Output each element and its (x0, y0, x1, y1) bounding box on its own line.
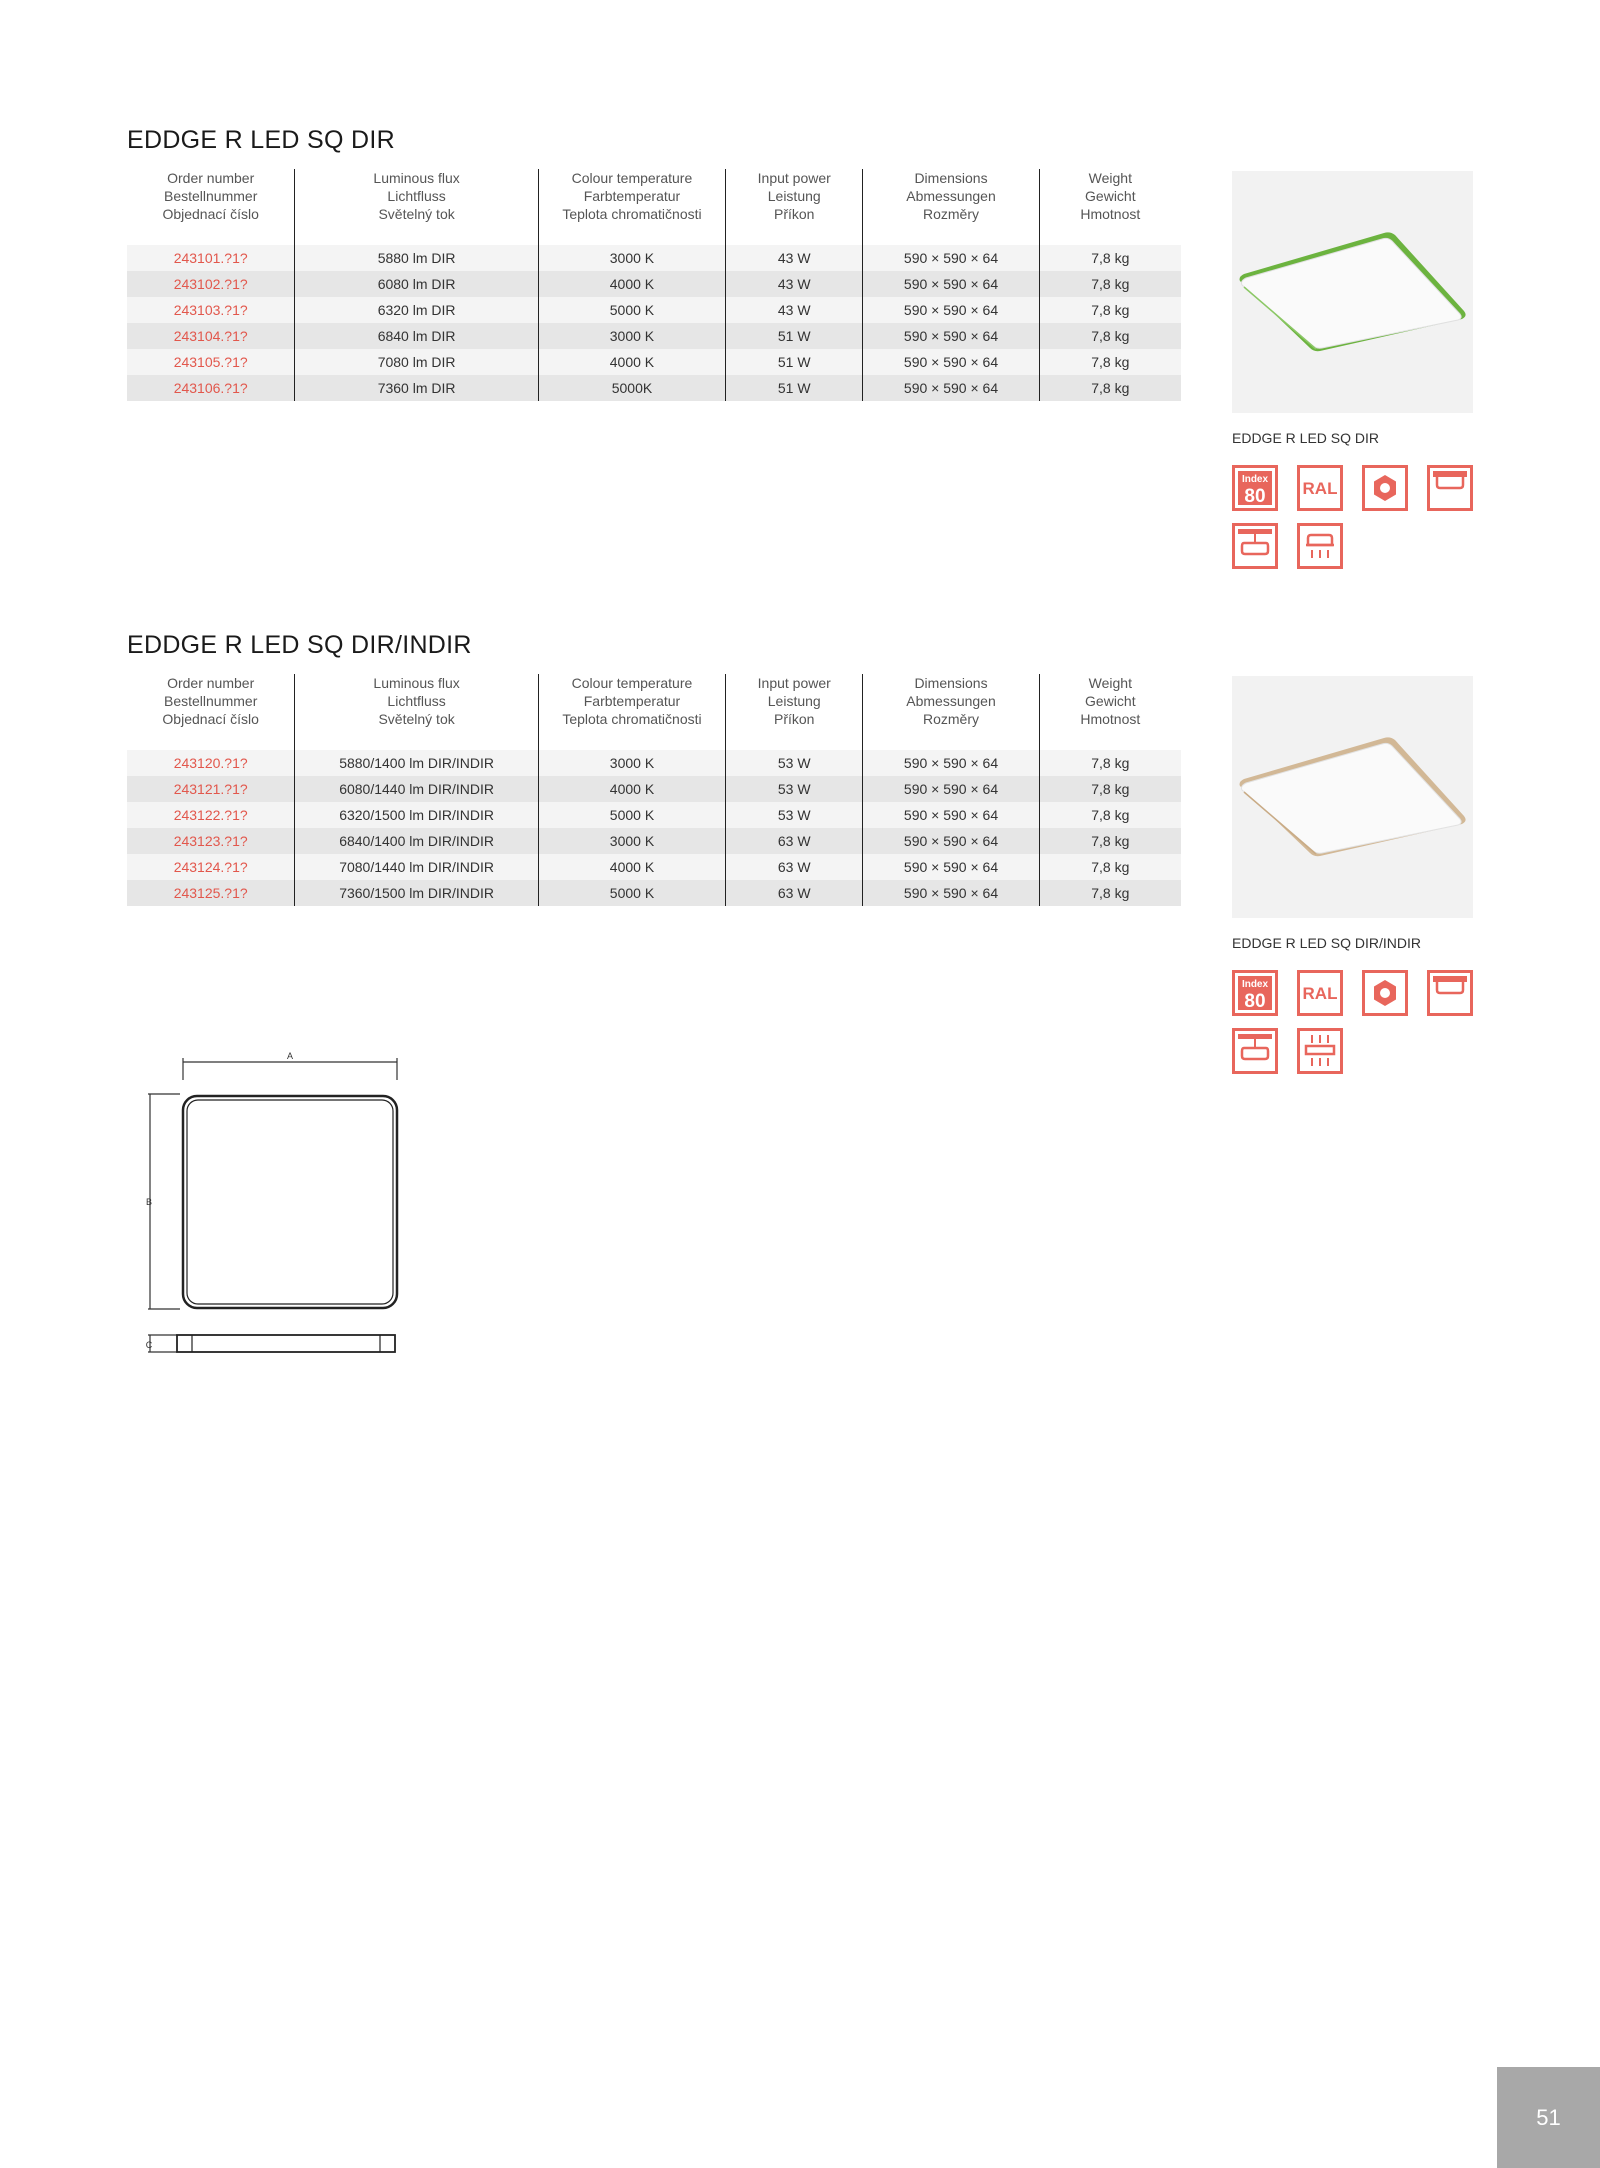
colour-temperature: 4000 K (538, 776, 725, 802)
table-row (127, 323, 1181, 349)
weight: 7,8 kg (1039, 776, 1181, 802)
colour-temperature: 3000 K (538, 245, 725, 271)
dimensions: 590 × 590 × 64 (863, 297, 1039, 323)
colour-temperature: 4000 K (538, 854, 725, 880)
table-row (127, 828, 1181, 854)
nut-icon (1362, 970, 1408, 1016)
weight: 7,8 kg (1039, 854, 1181, 880)
order-number[interactable]: 243121.?1? (127, 776, 295, 802)
input-power: 43 W (726, 271, 863, 297)
colour-temperature: 5000 K (538, 880, 725, 906)
weight: 7,8 kg (1039, 271, 1181, 297)
spec-table (127, 674, 1181, 906)
order-number[interactable]: 243123.?1? (127, 828, 295, 854)
product-caption: EDDGE R LED SQ DIR (1232, 430, 1380, 446)
dimensions: 590 × 590 × 64 (863, 828, 1039, 854)
col-colour-temperature: Colour temperature Farbtemperatur Teplota chromatičnosti (538, 169, 725, 245)
surface-mount-icon (1427, 970, 1473, 1016)
dimensions: 590 × 590 × 64 (863, 854, 1039, 880)
input-power: 53 W (726, 776, 863, 802)
table-row (127, 375, 1181, 401)
luminous-flux: 6080/1440 lm DIR/INDIR (295, 776, 539, 802)
weight: 7,8 kg (1039, 245, 1181, 271)
luminous-flux: 6840/1400 lm DIR/INDIR (295, 828, 539, 854)
table-row (127, 880, 1181, 906)
section-title: EDDGE R LED SQ DIR/INDIR (127, 631, 472, 659)
dimensions: 590 × 590 × 64 (863, 880, 1039, 906)
luminous-flux: 6320/1500 lm DIR/INDIR (295, 802, 539, 828)
table-row (127, 854, 1181, 880)
order-number[interactable]: 243101.?1? (127, 245, 295, 271)
order-number[interactable]: 243105.?1? (127, 349, 295, 375)
order-number[interactable]: 243124.?1? (127, 854, 295, 880)
luminaire-image (1232, 676, 1473, 918)
svg-text:Index: Index (1241, 979, 1269, 990)
col-order-number: Order number Bestellnummer Objednací číslo (162, 675, 259, 727)
svg-text:Index: Index (1241, 474, 1269, 485)
input-power: 63 W (726, 828, 863, 854)
dimension-label-c: C (145, 1340, 153, 1350)
input-power: 63 W (726, 880, 863, 906)
weight: 7,8 kg (1039, 323, 1181, 349)
table-row (127, 750, 1181, 776)
dimensions: 590 × 590 × 64 (863, 802, 1039, 828)
surface-mount-icon (1427, 465, 1473, 511)
svg-text:RAL: RAL (1302, 984, 1338, 1003)
table-header-row (127, 674, 1181, 750)
svg-text:80: 80 (1244, 486, 1266, 507)
luminous-flux: 7360 lm DIR (295, 375, 538, 401)
order-number[interactable]: 243103.?1? (127, 297, 295, 323)
weight: 7,8 kg (1039, 750, 1181, 776)
dimension-drawing (140, 1050, 410, 1360)
section-dir-indir (127, 630, 1474, 1012)
luminous-flux: 5880/1400 lm DIR/INDIR (295, 750, 539, 776)
input-power: 53 W (726, 802, 863, 828)
colour-temperature: 5000 K (538, 297, 725, 323)
luminous-flux: 5880 lm DIR (295, 245, 538, 271)
col-input-power: Input power Leistung Příkon (726, 674, 863, 750)
colour-temperature: 3000 K (538, 323, 725, 349)
weight: 7,8 kg (1039, 880, 1181, 906)
dimensions: 590 × 590 × 64 (863, 323, 1039, 349)
colour-temperature: 3000 K (538, 750, 725, 776)
dimensions: 590 × 590 × 64 (863, 245, 1039, 271)
colour-temperature: 4000 K (538, 271, 725, 297)
direct-light-icon (1297, 523, 1343, 569)
table-row (127, 802, 1181, 828)
col-weight: Weight Gewicht Hmotnost (1039, 169, 1181, 245)
col-dimensions: Dimensions Abmessungen Rozměry (863, 169, 1039, 245)
col-weight: Weight Gewicht Hmotnost (1039, 674, 1181, 750)
luminous-flux: 6840 lm DIR (295, 323, 538, 349)
luminous-flux: 6320 lm DIR (295, 297, 538, 323)
luminous-flux: 6080 lm DIR (295, 271, 538, 297)
nut-icon (1362, 465, 1408, 511)
dimension-label-b: B (145, 1197, 153, 1207)
colour-temperature: 5000K (538, 375, 725, 401)
product-photo (1232, 676, 1473, 918)
input-power: 63 W (726, 854, 863, 880)
input-power: 51 W (726, 375, 863, 401)
suspended-icon (1232, 523, 1278, 569)
table-row (127, 349, 1181, 375)
index-80-icon (1232, 970, 1278, 1016)
weight: 7,8 kg (1039, 297, 1181, 323)
weight: 7,8 kg (1039, 828, 1181, 854)
direct-indirect-light-icon (1297, 1028, 1343, 1074)
order-number[interactable]: 243120.?1? (127, 750, 295, 776)
section-dir (127, 125, 1474, 507)
index-80-icon (1232, 465, 1278, 511)
order-number[interactable]: 243102.?1? (127, 271, 295, 297)
col-luminous-flux: Luminous flux Lichtfluss Světelný tok (295, 169, 538, 245)
colour-temperature: 4000 K (538, 349, 725, 375)
table-row (127, 776, 1181, 802)
suspended-icon (1232, 1028, 1278, 1074)
input-power: 43 W (726, 245, 863, 271)
ral-icon (1297, 465, 1343, 511)
col-order-number: Order number Bestellnummer Objednací číslo (162, 170, 259, 222)
ral-icon (1297, 970, 1343, 1016)
table-row (127, 297, 1181, 323)
product-caption: EDDGE R LED SQ DIR/INDIR (1232, 935, 1422, 951)
dimensions: 590 × 590 × 64 (863, 349, 1039, 375)
col-dimensions: Dimensions Abmessungen Rozměry (863, 674, 1039, 750)
weight: 7,8 kg (1039, 349, 1181, 375)
order-number[interactable]: 243125.?1? (127, 880, 295, 906)
dimensions: 590 × 590 × 64 (863, 375, 1039, 401)
input-power: 51 W (726, 323, 863, 349)
table-row (127, 271, 1181, 297)
svg-text:80: 80 (1244, 991, 1266, 1012)
section-title: EDDGE R LED SQ DIR (127, 126, 395, 154)
table-header-row (127, 169, 1181, 245)
col-colour-temperature: Colour temperature Farbtemperatur Teplota chromatičnosti (538, 674, 725, 750)
page-number: 51 (1497, 2067, 1600, 2168)
dimension-label-a: A (286, 1051, 294, 1061)
dimensions: 590 × 590 × 64 (863, 271, 1039, 297)
colour-temperature: 3000 K (538, 828, 725, 854)
col-input-power: Input power Leistung Příkon (726, 169, 863, 245)
col-luminous-flux: Luminous flux Lichtfluss Světelný tok (295, 674, 539, 750)
luminous-flux: 7080/1440 lm DIR/INDIR (295, 854, 539, 880)
colour-temperature: 5000 K (538, 802, 725, 828)
dimensions: 590 × 590 × 64 (863, 750, 1039, 776)
svg-text:RAL: RAL (1302, 479, 1338, 498)
luminous-flux: 7080 lm DIR (295, 349, 538, 375)
order-number[interactable]: 243106.?1? (127, 375, 295, 401)
dimensions: 590 × 590 × 64 (863, 776, 1039, 802)
order-number[interactable]: 243104.?1? (127, 323, 295, 349)
luminaire-image (1232, 171, 1473, 413)
input-power: 53 W (726, 750, 863, 776)
table-row (127, 245, 1181, 271)
weight: 7,8 kg (1039, 375, 1181, 401)
input-power: 43 W (726, 297, 863, 323)
input-power: 51 W (726, 349, 863, 375)
spec-table (127, 169, 1181, 401)
product-photo (1232, 171, 1473, 413)
order-number[interactable]: 243122.?1? (127, 802, 295, 828)
luminous-flux: 7360/1500 lm DIR/INDIR (295, 880, 539, 906)
weight: 7,8 kg (1039, 802, 1181, 828)
